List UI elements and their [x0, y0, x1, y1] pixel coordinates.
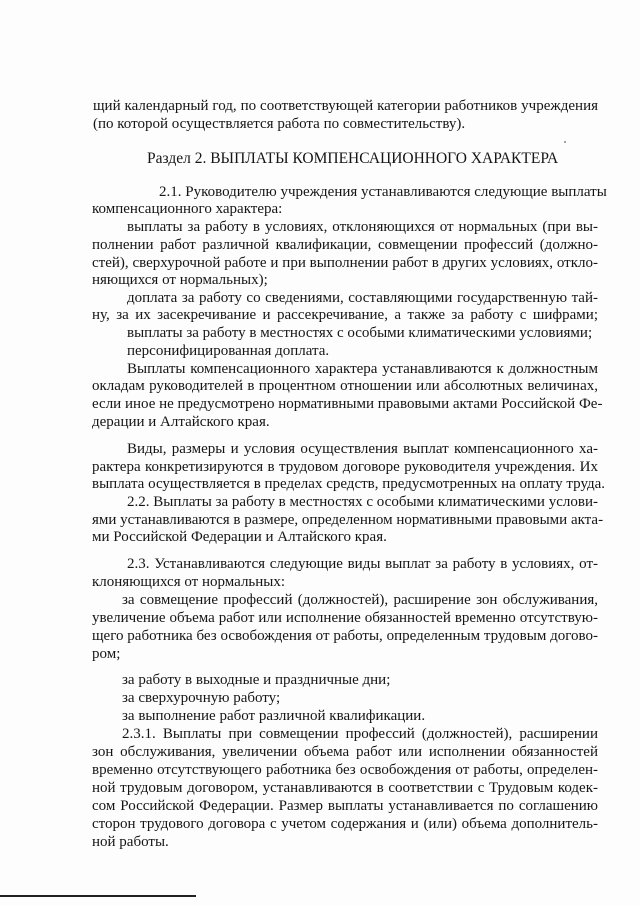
- text-line: 2.3. Устанавливаются следующие виды выплат за работу в условиях, от-: [127, 556, 598, 572]
- text-line: за работу в выходные и праздничные дни;: [122, 672, 391, 688]
- text-line: если иное не предусмотрено нормативными правовыми актами Российской Фе-: [92, 396, 603, 412]
- text-line: временно отсутствующего работника без освобождения от работы, определен-: [92, 762, 598, 778]
- text-line: ром;: [92, 646, 121, 662]
- footnote-rule: [0, 895, 196, 897]
- text-line: рактера конкретизируются в трудовом договоре руководителя учреждения. Их: [92, 459, 598, 475]
- text-line: ной трудовым договором, устанавливаются в соответствии с Трудовым кодек-: [92, 780, 598, 796]
- text-line: Выплаты компенсационного характера устанавливаются к должностным: [127, 361, 598, 377]
- text-line: выплата осуществляется в пределах средств, предусмотренных на оплату труда.: [92, 476, 606, 492]
- text-line: сом Российской Федерации. Размер выплаты устанавливается по соглашению: [92, 798, 598, 814]
- text-line: ями устанавливаются в размере, определенном нормативными правовыми акта-: [92, 512, 604, 528]
- text-line: выплаты за работу в условиях, отклоняющихся от нормальных (при вы-: [127, 219, 598, 235]
- text-line: 2.3.1. Выплаты при совмещении профессий (должностей), расширении: [122, 726, 598, 742]
- text-line: щего работника без освобождения от работы, определенным трудовым догово-: [92, 628, 598, 644]
- text-line: ну, за их засекречивание и рассекречивание, а также за работу с шифрами;: [92, 307, 598, 323]
- text-line: доплата за работу со сведениями, составляющими государственную тай-: [127, 290, 598, 306]
- text-line: 2.1. Руководителю учреждения устанавливаются следующие выплаты: [159, 184, 607, 200]
- text-line: (по которой осуществляется работа по совместительству).: [93, 116, 466, 132]
- text-line: стей), сверхурочной работе и при выполнении работ в других условиях, откло-: [92, 255, 598, 271]
- text-line: няющихся от нормальных);: [92, 272, 268, 288]
- text-line: за сверхурочную работу;: [122, 690, 281, 706]
- text-line: клоняющихся от нормальных:: [92, 574, 286, 590]
- text-line: персонифицированная доплата.: [127, 343, 330, 359]
- text-line: ной работы.: [92, 834, 169, 850]
- text-line: за выполнение работ различной квалификации.: [122, 708, 426, 724]
- text-line: полнении работ различной квалификации, совмещении профессий (должно-: [92, 237, 598, 253]
- text-line: 2.2. Выплаты за работу в местностях с особыми климатическими услови-: [127, 494, 598, 510]
- text-line: компенсационного характера:: [92, 201, 283, 217]
- text-line: зон обслуживания, увеличении объема работ или исполнении обязанностей: [92, 744, 598, 760]
- text-line: выплаты за работу в местностях с особыми климатическими условиями;: [127, 325, 593, 341]
- text-line: Виды, размеры и условия осуществления выплат компенсационного ха-: [127, 441, 598, 457]
- text-line: ми Российской Федерации и Алтайского края.: [92, 529, 387, 545]
- section-title: Раздел 2. ВЫПЛАТЫ КОМПЕНСАЦИОННОГО ХАРАКТЕРА: [147, 150, 559, 167]
- text-line: увеличение объема работ или исполнение обязанностей временно отсутствую-: [92, 610, 598, 626]
- text-line: дерации и Алтайского края.: [92, 414, 270, 430]
- text-line: окладам руководителей в процентном отношении или абсолютных величинах,: [92, 378, 598, 394]
- text-line: щий календарный год, по соответствующей категории работников учреждения: [93, 98, 598, 114]
- text-line: за совмещение профессий (должностей), расширение зон обслуживания,: [122, 592, 598, 608]
- scan-speck: [564, 141, 566, 143]
- text-line: сторон трудового договора с учетом содержания и (или) объема дополнитель-: [92, 816, 598, 832]
